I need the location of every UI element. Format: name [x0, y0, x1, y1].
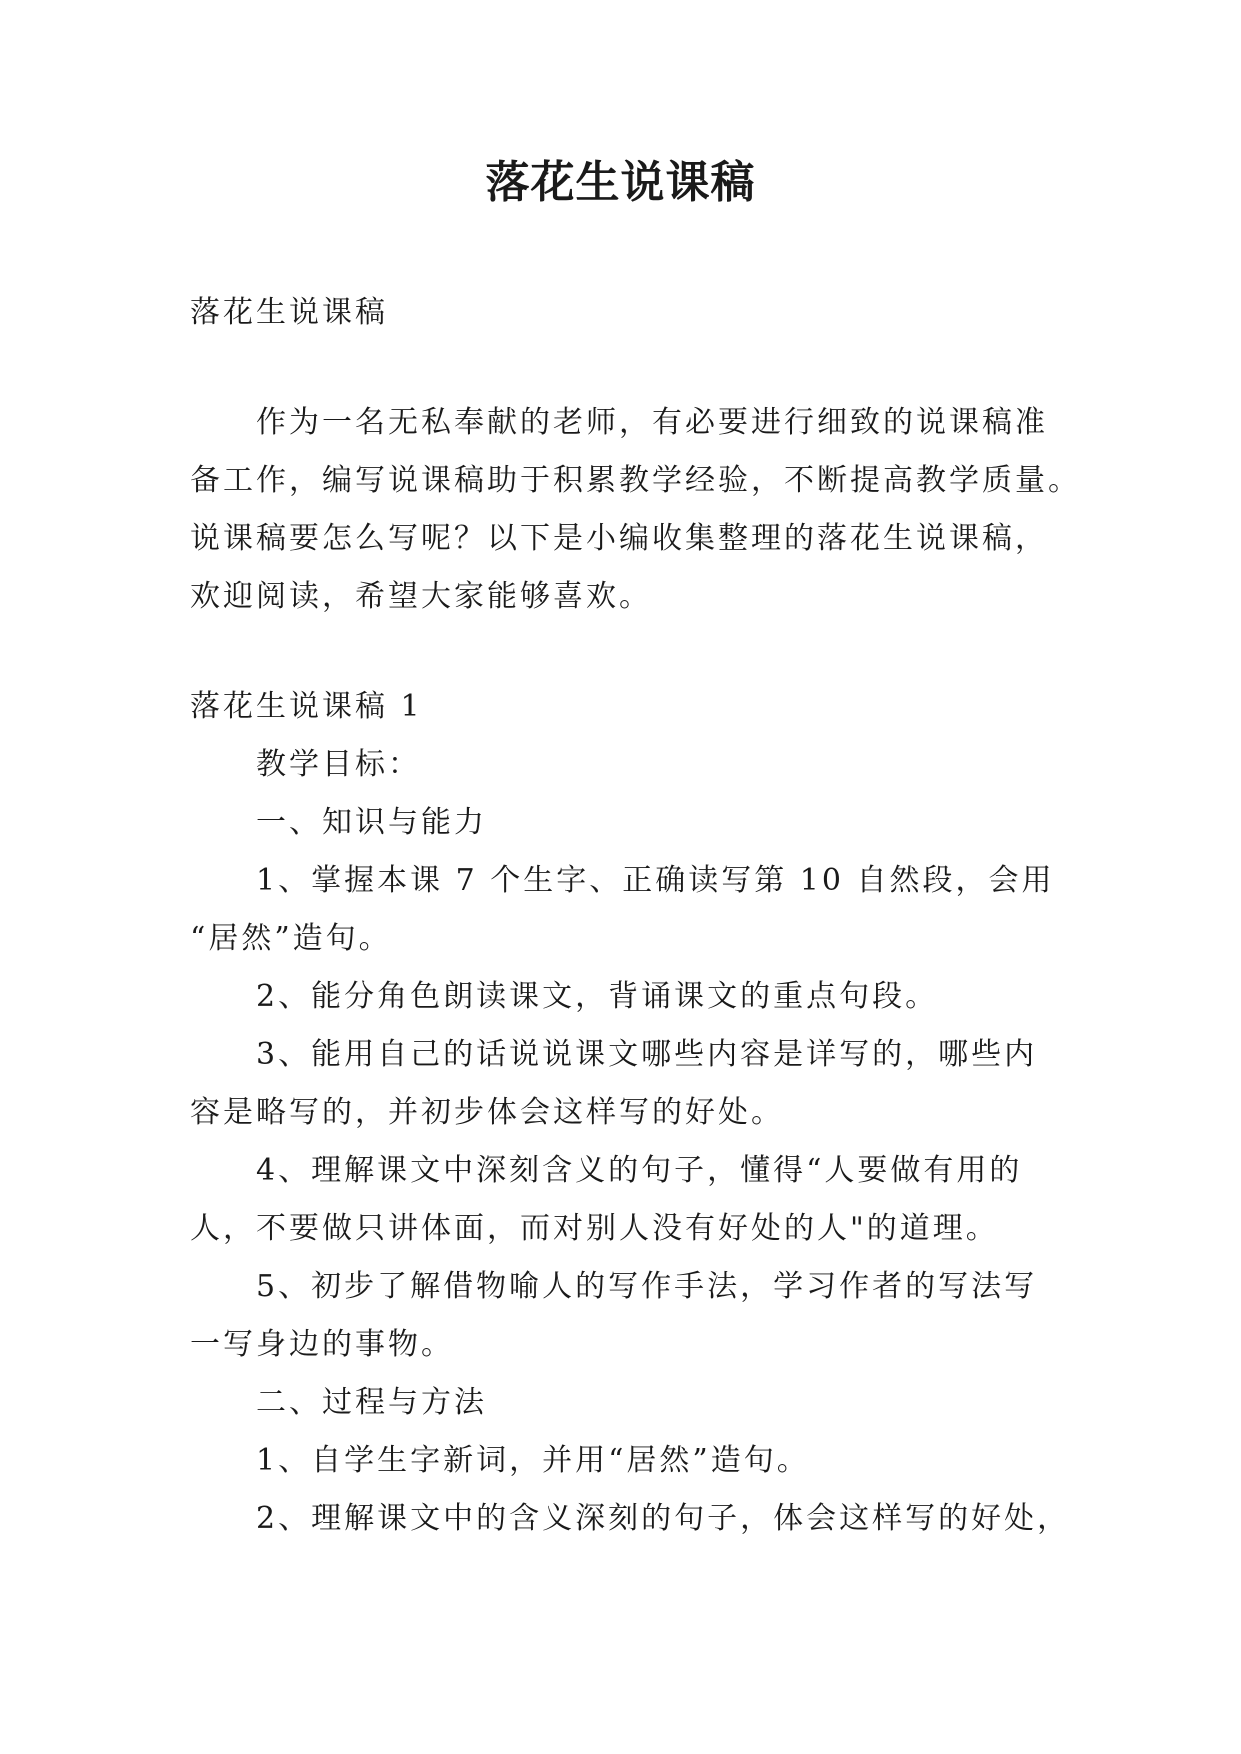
body-line: 4、理解课文中深刻含义的句子，懂得“人要做有用的	[256, 1153, 1023, 1188]
document-subtitle: 落花生说课稿	[190, 295, 388, 330]
body-line: 3、能用自己的话说说课文哪些内容是详写的，哪些内	[256, 1037, 1038, 1072]
document-body	[190, 284, 1081, 1548]
section-heading: 落花生说课稿 1	[190, 689, 423, 724]
body-line: 一写身边的事物。	[190, 1327, 454, 1362]
body-line: 1、掌握本课 7 个生字、正确读写第 10 自然段，会用	[256, 863, 1055, 898]
intro-line: 作为一名无私奉献的老师，有必要进行细致的说课稿准	[256, 405, 1048, 440]
body-line: 一、知识与能力	[256, 805, 487, 840]
body-line: 5、初步了解借物喻人的写作手法，学习作者的写法写	[256, 1269, 1038, 1304]
body-line: 2、能分角色朗读课文，背诵课文的重点句段。	[256, 979, 939, 1014]
intro-line: 备工作，编写说课稿助于积累教学经验，不断提高教学质量。	[190, 463, 1081, 498]
body-line: “居然”造句。	[190, 921, 392, 956]
body-line: 二、过程与方法	[256, 1385, 487, 1420]
body-line: 2、理解课文中的含义深刻的句子，体会这样写的好处，	[256, 1501, 1071, 1536]
body-line: 1、自学生字新词，并用“居然”造句。	[256, 1443, 810, 1478]
body-line: 容是略写的，并初步体会这样写的好处。	[190, 1095, 784, 1130]
intro-line: 说课稿要怎么写呢？以下是小编收集整理的落花生说课稿，	[190, 521, 1048, 556]
page-title: 落花生说课稿	[485, 157, 756, 208]
body-line: 人，不要做只讲体面，而对别人没有好处的人"的道理。	[190, 1211, 999, 1246]
body-line: 教学目标：	[256, 747, 421, 782]
intro-line: 欢迎阅读，希望大家能够喜欢。	[190, 579, 652, 614]
